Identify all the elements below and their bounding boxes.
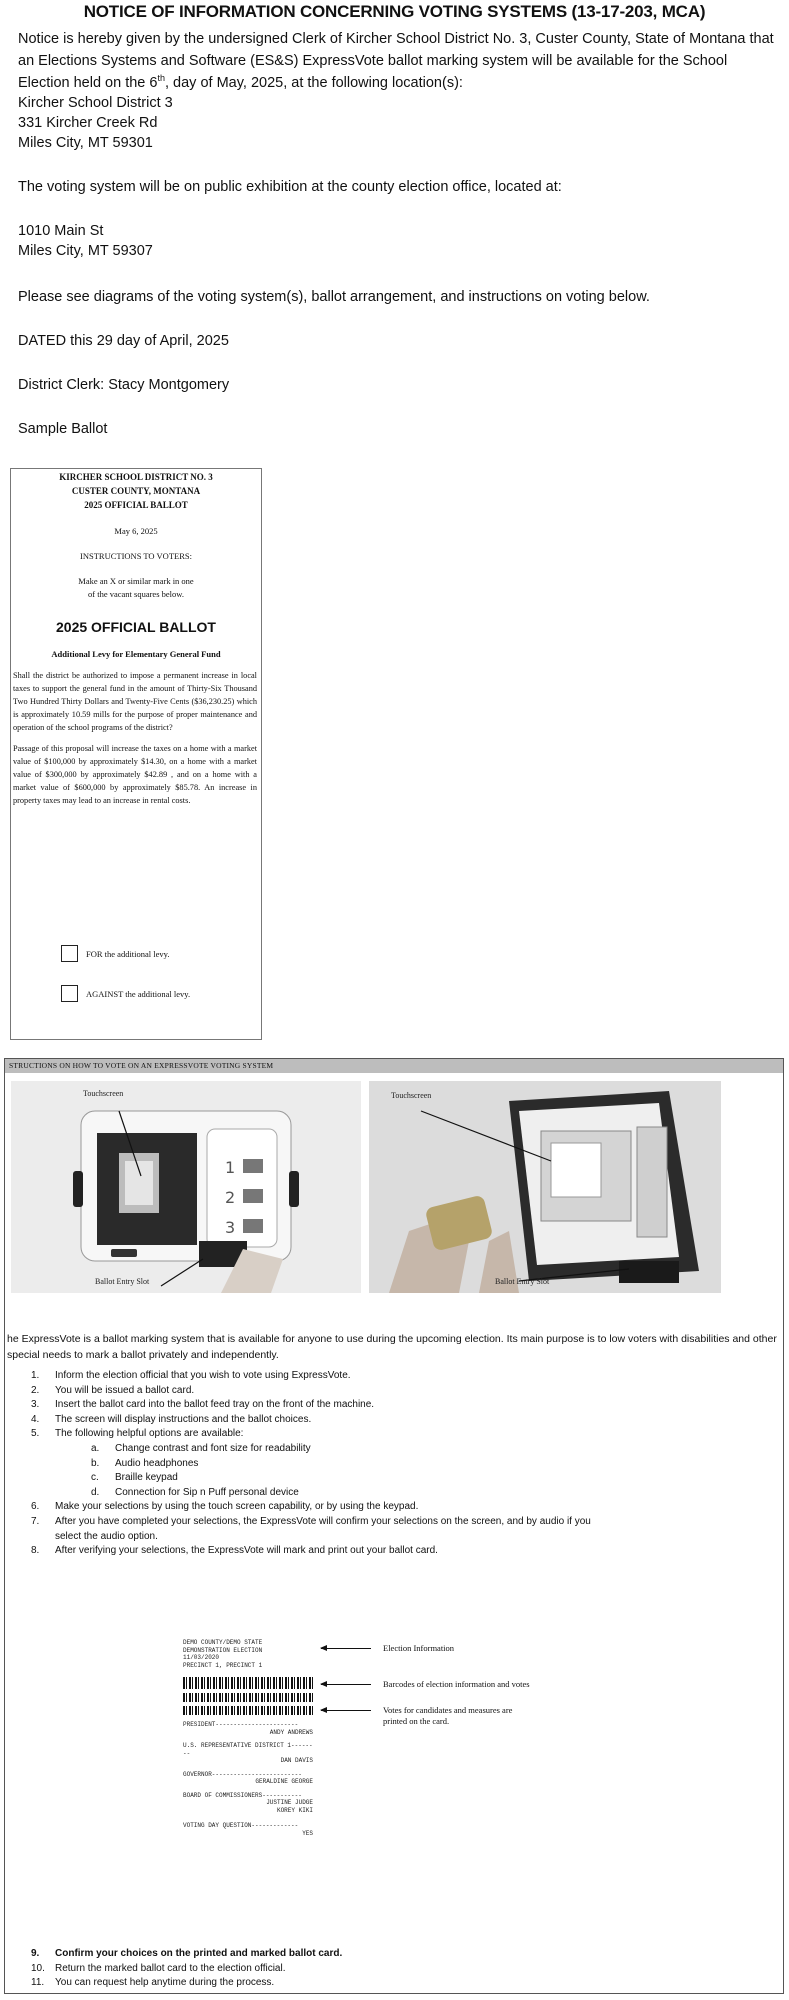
photo2-touchscreen-label: Touchscreen <box>391 1091 432 1100</box>
left-arrow-icon <box>321 1684 371 1685</box>
photo1-touchscreen-label: Touchscreen <box>83 1089 124 1098</box>
ballot-big-title: 2025 OFFICIAL BALLOT <box>56 619 216 635</box>
location-line-1: Kircher School District 3 <box>18 95 173 111</box>
printed-ballot-card <box>183 1639 313 1939</box>
card-line-4: PRECINCT 1, PRECINCT 1 <box>183 1661 263 1669</box>
exhibition-address-2: Miles City, MT 59307 <box>18 243 153 259</box>
step-1: 1. Inform the election official that you wish to vote using ExpressVote. <box>31 1370 351 1381</box>
annotation-barcodes-text: Barcodes of election information and votes <box>383 1679 530 1689</box>
expressvote-intro: he ExpressVote is a ballot marking system that is available for anyone to use during the upcoming election. Its main purpose is to low voters with disabilities and other special needs to mark a ballot privately and independently. <box>7 1333 777 1361</box>
card-governor: GOVERNOR------------------------- <box>183 1770 302 1778</box>
ballot-instructions-2: of the vacant squares below. <box>88 589 184 599</box>
step-10: 10. Return the marked ballot card to the election official. <box>31 1962 286 1974</box>
card-rep: U.S. REPRESENTATIVE DISTRICT 1-------- <box>183 1742 313 1757</box>
ballot-header-2: CUSTER COUNTY, MONTANA <box>71 486 201 496</box>
annotation-votes-text: Votes for candidates and measures are printed on the card. <box>383 1705 513 1726</box>
card-barcode-1 <box>183 1677 313 1689</box>
left-arrow-icon <box>321 1710 371 1711</box>
sub-option-c: c. Braille keypad <box>91 1472 178 1484</box>
photo2-slot-label: Ballot Entry Slot <box>495 1277 550 1286</box>
step-6: 6. Make your selections by using the touch screen capability, or by using the keypad. <box>31 1501 419 1513</box>
svg-text:1: 1 <box>225 1158 236 1177</box>
expressvote-photo-side <box>369 1081 721 1293</box>
left-arrow-icon <box>321 1648 371 1649</box>
ballot-option-against[interactable] <box>61 985 190 1002</box>
ballot-subtitle: Additional Levy for Elementary General Fund <box>51 649 221 659</box>
diagrams-text: Please see diagrams of the voting system(s), ballot arrangement, and instructions on voting below. <box>18 289 650 305</box>
expressvote-voter-illustration <box>369 1081 721 1293</box>
expressvote-photo-front <box>11 1081 361 1293</box>
card-line-1: DEMO COUNTY/DEMO STATE <box>183 1639 263 1646</box>
ballot-header-3: 2025 OFFICIAL BALLOT <box>84 500 188 510</box>
card-barcode-3 <box>183 1706 313 1715</box>
notice-intro-text-end: , day of May, 2025, at the following location(s): <box>164 75 463 91</box>
svg-text:2: 2 <box>225 1188 236 1207</box>
ballot-instructions-title: INSTRUCTIONS TO VOTERS: <box>80 551 192 561</box>
annotation-election-text: Election Information <box>383 1643 455 1653</box>
card-board: BOARD OF COMMISSIONERS----------- <box>183 1791 302 1799</box>
photo1-slot-label: Ballot Entry Slot <box>95 1277 150 1286</box>
step-3: 3. Insert the ballot card into the ballot feed tray on the front of the machine. <box>31 1399 375 1411</box>
ballot-instructions-1: Make an X or similar mark in one <box>78 576 194 586</box>
clerk-text: District Clerk: Stacy Montgomery <box>18 377 230 393</box>
dated-text: DATED this 29 day of April, 2025 <box>18 333 229 349</box>
step-5: 5. The following helpful options are available: <box>31 1428 244 1440</box>
notice-intro-sup: th <box>157 73 165 84</box>
ballot-passage: Passage of this proposal will increase the taxes on a home with a market value of $100,000 by approximately $14.30, on a home with a market value of $300,000 by approximately $42.89 , and on a home with a market value of $600,000 by approximately $85.78. An increase in property taxes may lead to an increase in rental costs. <box>13 744 257 805</box>
ballot-question: Shall the district be authorized to impose a permanent increase in local taxes to support the general fund in the amount of Thirty-Six Thousand Two Hundred Thirty Dollars and Twenty-Five Cents ($36,230.25) which is approximately 10.59 mills for the purpose of proper maintenance and operation of the school programs of the district? <box>13 671 257 732</box>
step-7-cont: select the audio option. <box>55 1530 158 1542</box>
annotation-barcodes <box>321 1679 530 1690</box>
ballot-date: May 6, 2025 <box>114 526 158 536</box>
card-line-2: DEMONSTRATION ELECTION <box>183 1646 263 1654</box>
exhibition-address-1: 1010 Main St <box>18 223 104 239</box>
step-9: 9. Confirm your choices on the printed and marked ballot card. <box>31 1948 343 1959</box>
card-answer: YES <box>302 1829 313 1837</box>
steps-list <box>31 1369 771 1559</box>
step-11: 11. You can request help anytime during the process. <box>31 1977 275 1989</box>
notice-intro-text: Notice is hereby given by the undersigned Clerk of Kircher School District No. 3, Custer County, State of Montana that an Elections Systems and Software (ES&S) ExpressVote ballot marking system will be available for the School Election held on the 6 <box>18 31 774 91</box>
instructions-section <box>4 1058 784 1994</box>
ballot-header-1: KIRCHER SCHOOL DISTRICT NO. 3 <box>59 472 213 482</box>
exhibition-text: The voting system will be on public exhibition at the county election office, located at: <box>18 179 562 195</box>
notice-title: NOTICE OF INFORMATION CONCERNING VOTING SYSTEMS (13-17-203, MCA) <box>83 2 706 21</box>
location-line-3: Miles City, MT 59301 <box>18 135 153 151</box>
step-2: 2. You will be issued a ballot card. <box>31 1384 195 1396</box>
option-against-label: AGAINST the additional levy. <box>86 988 191 999</box>
sub-option-b: b. Audio headphones <box>91 1457 199 1469</box>
annotation-votes <box>321 1705 512 1727</box>
step-8: 8. After verifying your selections, the ExpressVote will mark and print out your ballot card. <box>31 1545 438 1557</box>
annotation-election-info <box>321 1643 454 1654</box>
checkbox-for[interactable] <box>61 945 78 962</box>
card-governor-name: GERALDINE GEORGE <box>255 1778 313 1785</box>
expressvote-machine-illustration <box>11 1081 361 1293</box>
option-for-label: FOR the additional levy. <box>86 948 170 959</box>
card-line-3: 11/03/2020 <box>183 1654 220 1661</box>
sample-ballot-label: Sample Ballot <box>18 421 108 437</box>
sub-option-d: d. Connection for Sip n Puff personal device <box>91 1486 299 1498</box>
card-barcode-2 <box>183 1693 313 1702</box>
location-line-2: 331 Kircher Creek Rd <box>18 115 158 131</box>
card-board-name-1: JUSTINE JUDGE <box>266 1799 313 1806</box>
step-7: 7. After you have completed your selections, the ExpressVote will confirm your selections on the screen, and by audio if you <box>31 1515 591 1527</box>
sample-ballot <box>10 468 262 1040</box>
card-board-name-2: KOREY KIKI <box>276 1806 313 1814</box>
card-rep-name: DAN DAVIS <box>280 1757 313 1764</box>
card-president-name: ANDY ANDREWS <box>269 1728 313 1736</box>
final-steps-list <box>31 1947 771 1991</box>
notice-intro <box>18 28 778 94</box>
sub-option-a: a. Change contrast and font size for readability <box>91 1442 311 1454</box>
instructions-header: STRUCTIONS ON HOW TO VOTE ON AN EXPRESSVOTE VOTING SYSTEM <box>5 1059 783 1073</box>
ballot-option-for[interactable] <box>61 945 170 962</box>
svg-text:3: 3 <box>225 1218 236 1237</box>
card-question: VOTING DAY QUESTION------------- <box>183 1822 299 1829</box>
step-4: 4. The screen will display instructions and the ballot choices. <box>31 1413 312 1425</box>
checkbox-against[interactable] <box>61 985 78 1002</box>
card-president: PRESIDENT----------------------- <box>183 1721 299 1728</box>
